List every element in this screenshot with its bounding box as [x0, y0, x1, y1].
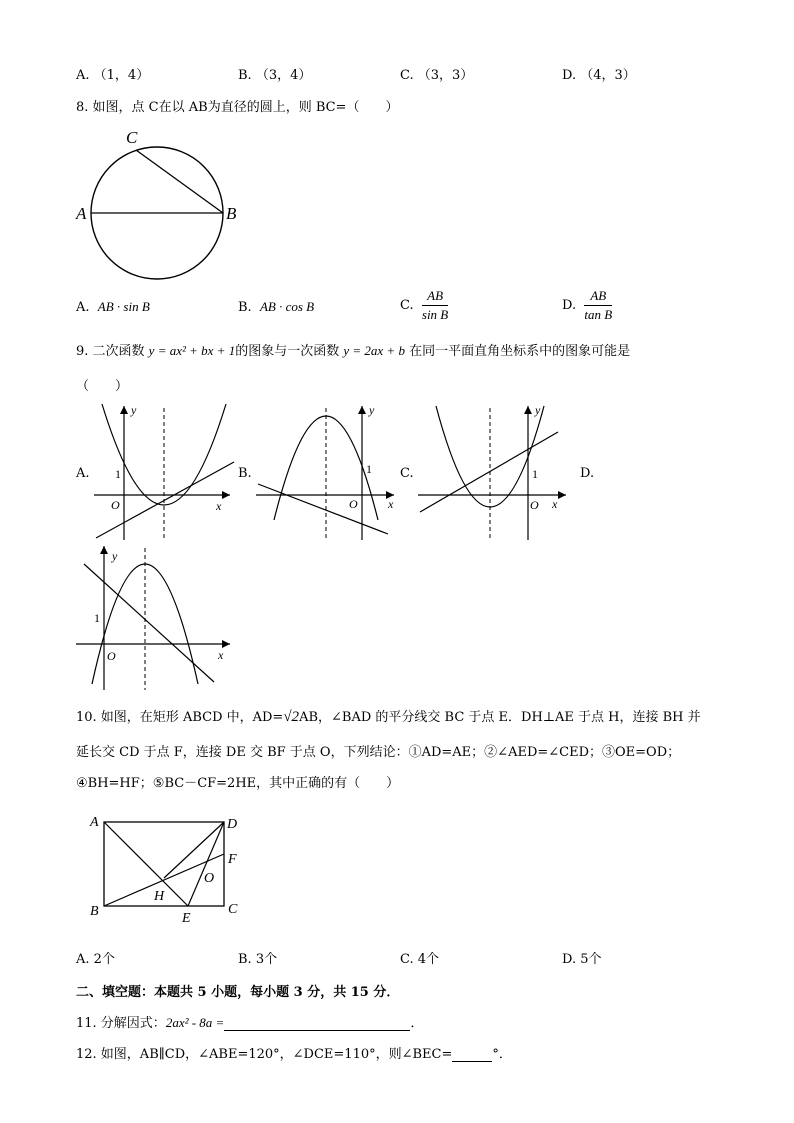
q7-option-a: A. （1，4） [76, 68, 150, 83]
q9-stem: 9. 二次函数 y = ax² + bx + 1的图象与一次函数 y = 2ax + b 在同一平面直角坐标系中的图象可能是 [76, 343, 631, 359]
q11: 11. 分解因式：2ax² - 8a = ． [76, 1015, 424, 1031]
q9-b-y-label: y [369, 403, 375, 417]
q9-b-x-label: x [388, 497, 394, 511]
q9-c-y-label: y [535, 403, 541, 417]
q10-option-b: B. 3个 [238, 952, 278, 967]
q9-option-b-letter: B. [238, 466, 252, 481]
q7-option-b: B. （3，4） [238, 68, 312, 83]
q9-c-x-label: x [552, 497, 558, 511]
q9-graph-d [72, 542, 242, 692]
q9-c-one: 1 [532, 467, 538, 481]
q12-answer-blank[interactable] [452, 1047, 492, 1062]
q7-option-d: D. （4，3） [562, 68, 636, 83]
q10-label-e: E [182, 911, 191, 926]
q10-option-a: A. 2个 [76, 952, 115, 967]
q9-graph-c [412, 400, 577, 550]
q9-d-x-label: x [218, 648, 224, 662]
q9-option-c-letter: C. [400, 466, 414, 481]
q8-label-c: C [126, 128, 138, 147]
q9-a-one: 1 [115, 467, 121, 481]
q10-option-d: D. 5个 [562, 952, 602, 967]
q11-answer-blank[interactable] [224, 1016, 410, 1031]
q10-label-o: O [204, 871, 215, 886]
q8-stem: 8. 如图，点 C在以 AB为直径的圆上，则 BC=（ ） [76, 100, 399, 115]
q9-graph-a [88, 400, 238, 550]
q8-option-c: C. $\frac{AB}{\text{sin B}}$ [400, 288, 449, 322]
q7-option-c: C. （3，3） [400, 68, 474, 83]
q9-graph-b [250, 400, 400, 550]
section-2-heading: 二、填空题：本题共 5 小题，每小题 3 分，共 15 分． [76, 985, 400, 1000]
q9-b-one: 1 [366, 462, 372, 476]
q9-bracket: （ ） [76, 379, 129, 394]
q8-option-b: B. AB · cos B [238, 299, 315, 315]
q9-a-x-label: x [216, 499, 222, 513]
q10-label-d: D [227, 817, 238, 832]
q10-label-f: F [228, 852, 237, 867]
q9-option-a-letter: A. [76, 466, 90, 481]
q10-line1: 10. 如图，在矩形 ABCD 中，AD=√2AB，∠BAD 的平分线交 BC 于点 E．DH⊥AE 于点 H，连接 BH 并 [76, 709, 701, 725]
q9-option-d-letter: D. [580, 466, 595, 481]
q8-option-d: D. $\frac{AB}{\text{tan B}}$ [562, 288, 613, 322]
q9-d-y-label: y [112, 549, 118, 563]
q9-a-origin: O [111, 498, 120, 512]
q9-c-origin: O [530, 498, 539, 512]
q8-option-a: A. AB · sin B [76, 299, 150, 315]
q9-a-y-label: y [131, 403, 137, 417]
q10-rectangle-figure [86, 810, 256, 930]
q10-line3: ④BH=HF；⑤BC－CF=2HE，其中正确的有（ ） [76, 776, 400, 791]
q9-b-origin: O [349, 497, 358, 511]
q8-circle-figure [70, 125, 250, 290]
q10-label-a: A [90, 815, 99, 830]
q10-line2: 延长交 CD 于点 F，连接 DE 交 BF 于点 O，下列结论：①AD=AE；②∠AED=∠CED；③OE=OD； [76, 745, 681, 760]
q10-label-b: B [90, 904, 99, 919]
q8-label-b: B [226, 204, 237, 223]
q12: 12. 如图，AB∥CD，∠ABE=120°，∠DCE=110°，则∠BEC= °． [76, 1047, 512, 1062]
q8-label-a: A [76, 204, 87, 223]
q9-d-one: 1 [94, 611, 100, 625]
q9-d-origin: O [107, 649, 116, 663]
q10-label-c: C [228, 902, 238, 917]
q10-option-c: C. 4个 [400, 952, 440, 967]
q10-label-h: H [154, 889, 165, 904]
